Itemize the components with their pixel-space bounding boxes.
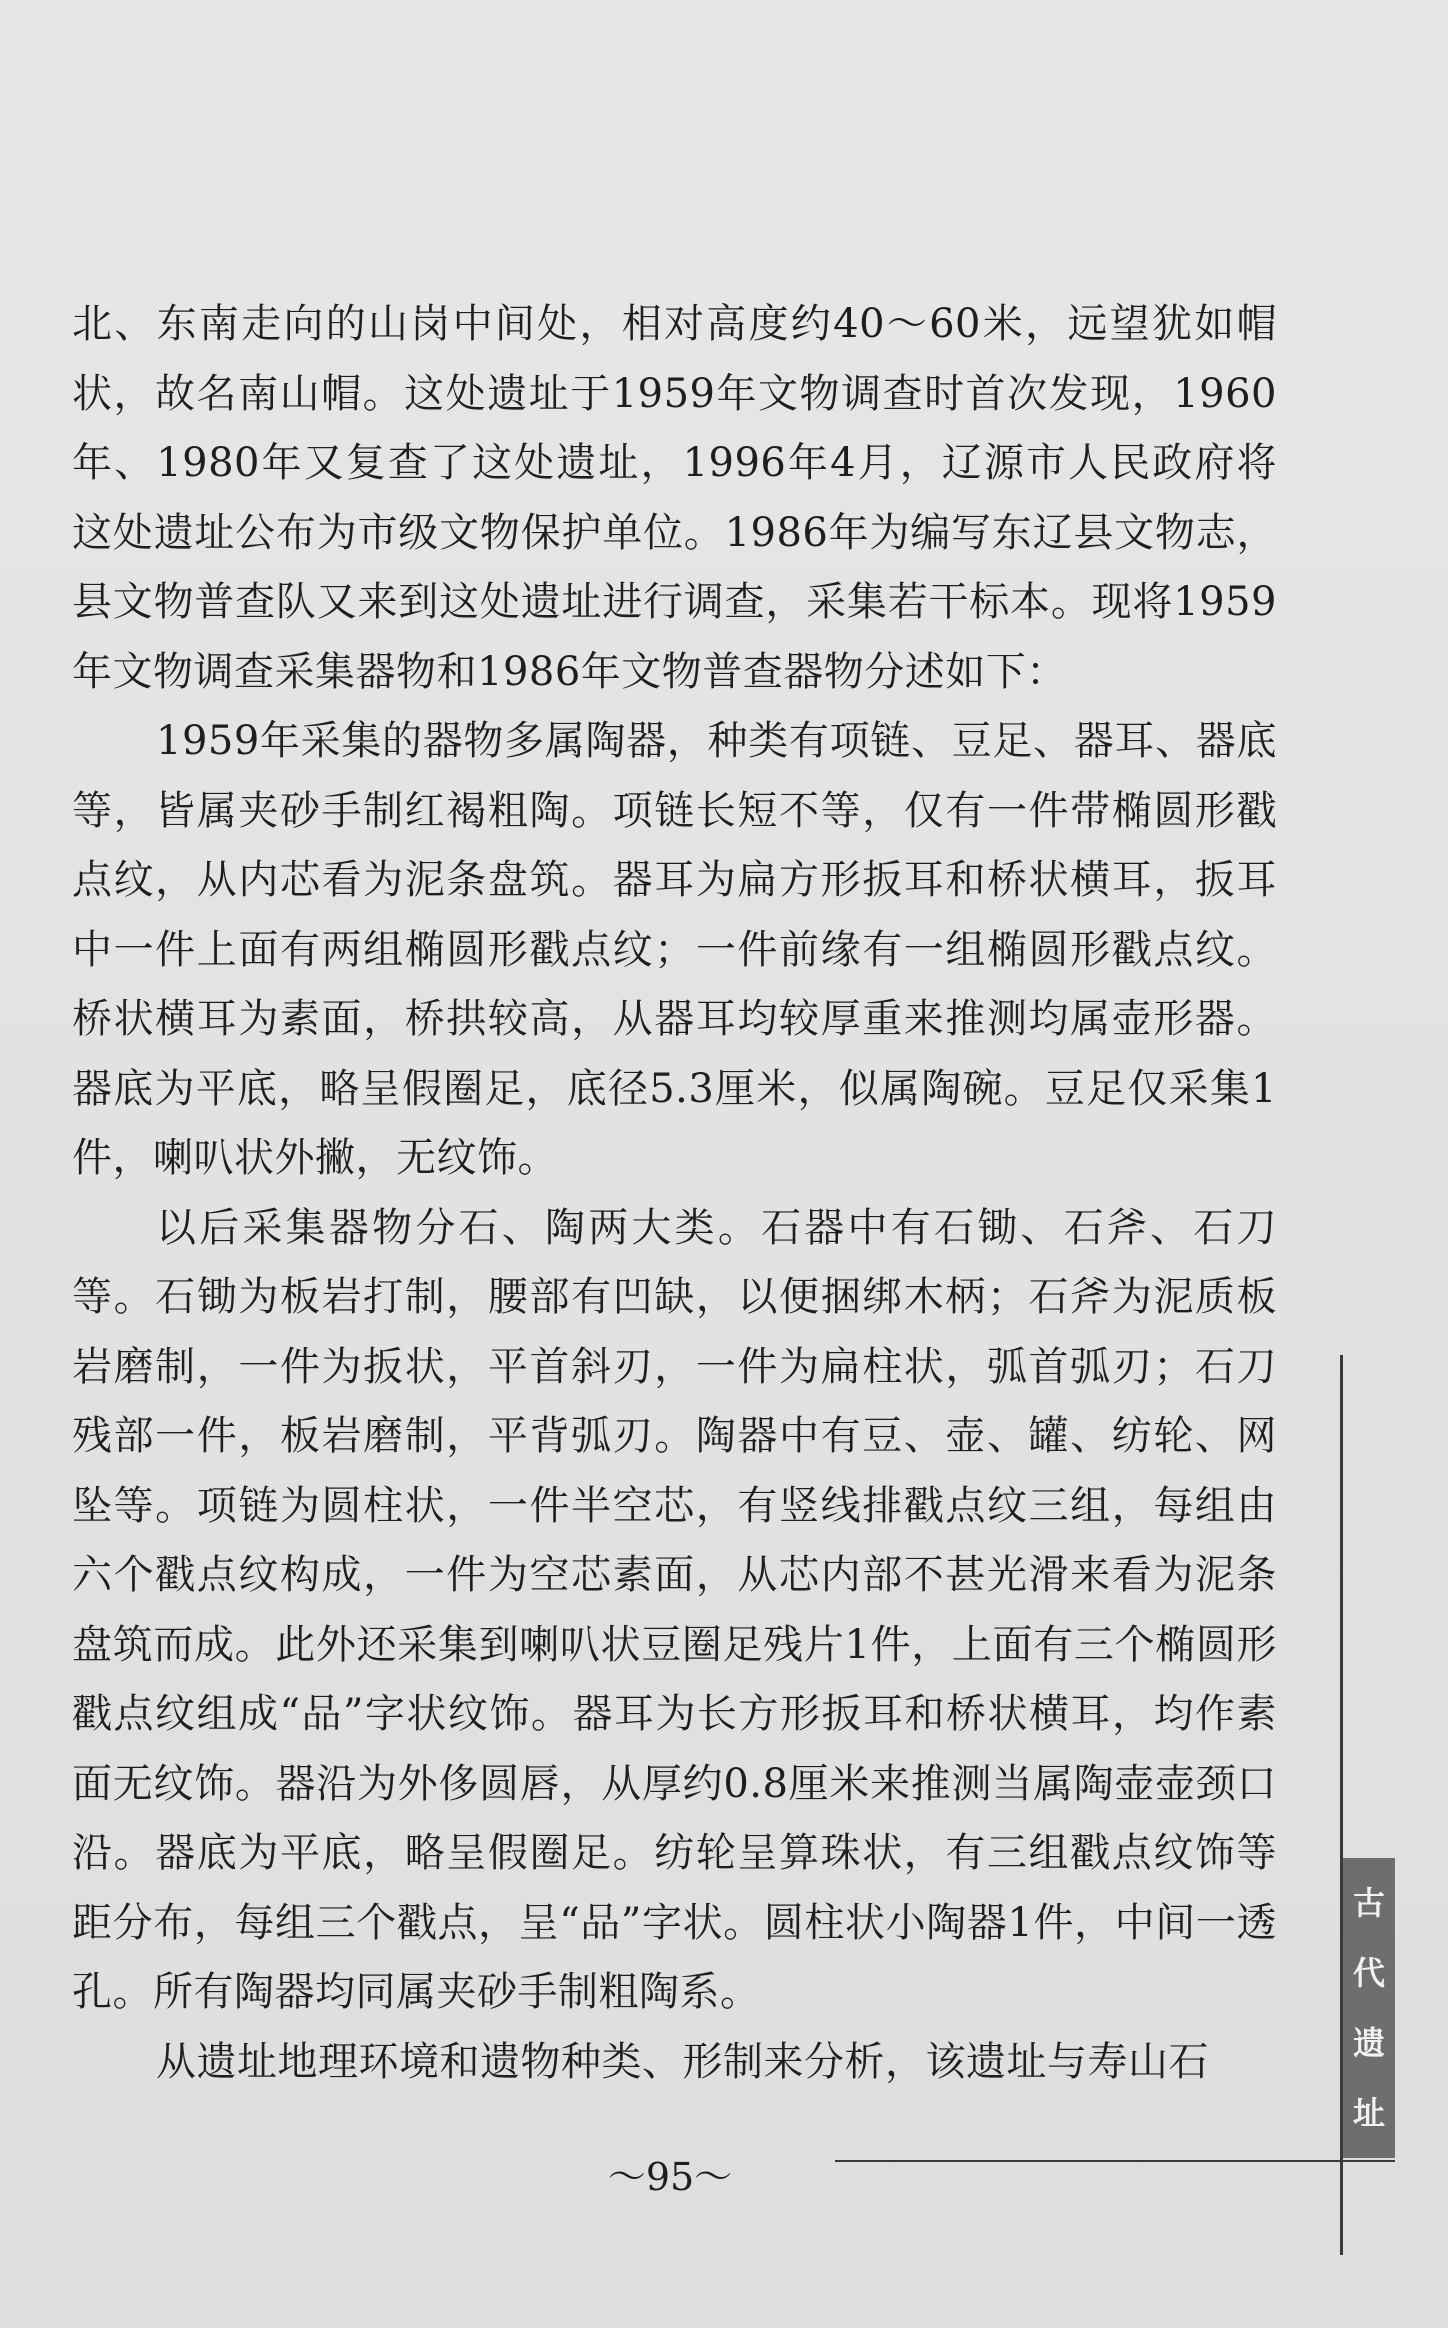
page-number: ～95～ (607, 2155, 733, 2199)
side-tab-char-3: 遗 (1352, 2024, 1385, 2062)
paragraph-2: 1959年采集的器物多属陶器，种类有项链、豆足、器耳、器底等，皆属夹砂手制红褐粗陶。项链长短不等，仅有一件带椭圆形戳点纹，从内芯看为泥条盘筑。器耳为扁方形扳耳和桥状横耳，扳耳中一件上面有两组椭圆形戳点纹；一件前缘有一组椭圆形戳点纹。桥状横耳为素面，桥拱较高，从器耳均较厚重来推测均属壶形器。器底为平底，略呈假圈足，底径5.3厘米，似属陶碗。豆足仅采集1件，喇叭状外撇，无纹饰。 (72, 718, 1277, 1181)
paragraph-1: 北、东南走向的山岗中间处，相对高度约40～60米，远望犹如帽状，故名南山帽。这处遗址于1959年文物调查时首次发现，1960年、1980年又复查了这处遗址，1996年4月，辽源市人民政府将这处遗址公布为市级文物保护单位。1986年为编写东辽县文物志，县文物普查队又来到这处遗址进行调查，采集若干标本。现将1959年文物调查采集器物和1986年文物普查器物分述如下： (72, 301, 1277, 695)
paragraph-4: 从遗址地理环境和遗物种类、形制来分析，该遗址与寿山石 (156, 2038, 1209, 2085)
side-tab-char-1: 古 (1352, 1884, 1385, 1922)
side-tab-char-2: 代 (1352, 1954, 1385, 1992)
paragraph-3: 以后采集器物分石、陶两大类。石器中有石锄、石斧、石刀等。石锄为板岩打制，腰部有凹缺，以便捆绑木柄；石斧为泥质板岩磨制，一件为扳状，平首斜刃，一件为扁柱状，弧首弧刃；石刀残部一件，板岩磨制，平背弧刃。陶器中有豆、壶、罐、纺轮、网坠等。项链为圆柱状，一件半空芯，有竖线排戳点纹三组，每组由六个戳点纹构成，一件为空芯素面，从芯内部不甚光滑来看为泥条盘筑而成。此外还采集到喇叭状豆圈足残片1件，上面有三个椭圆形戳点纹组成“品”字状纹饰。器耳为长方形扳耳和桥状横耳，均作素面无纹饰。器沿为外侈圆唇，从厚约0.8厘米来推测当属陶壶壶颈口沿。器底为平底，略呈假圈足。纺轮呈算珠状，有三组戳点纹饰等距分布，每组三个戳点，呈“品”字状。圆柱状小陶器1件，中间一透孔。所有陶器均同属夹砂手制粗陶系。 (72, 1204, 1277, 2015)
side-tab-char-4: 址 (1352, 2094, 1385, 2132)
chapter-side-tab (1343, 1858, 1395, 2158)
body-text (72, 290, 1277, 2097)
footer-rule (835, 2160, 1395, 2162)
